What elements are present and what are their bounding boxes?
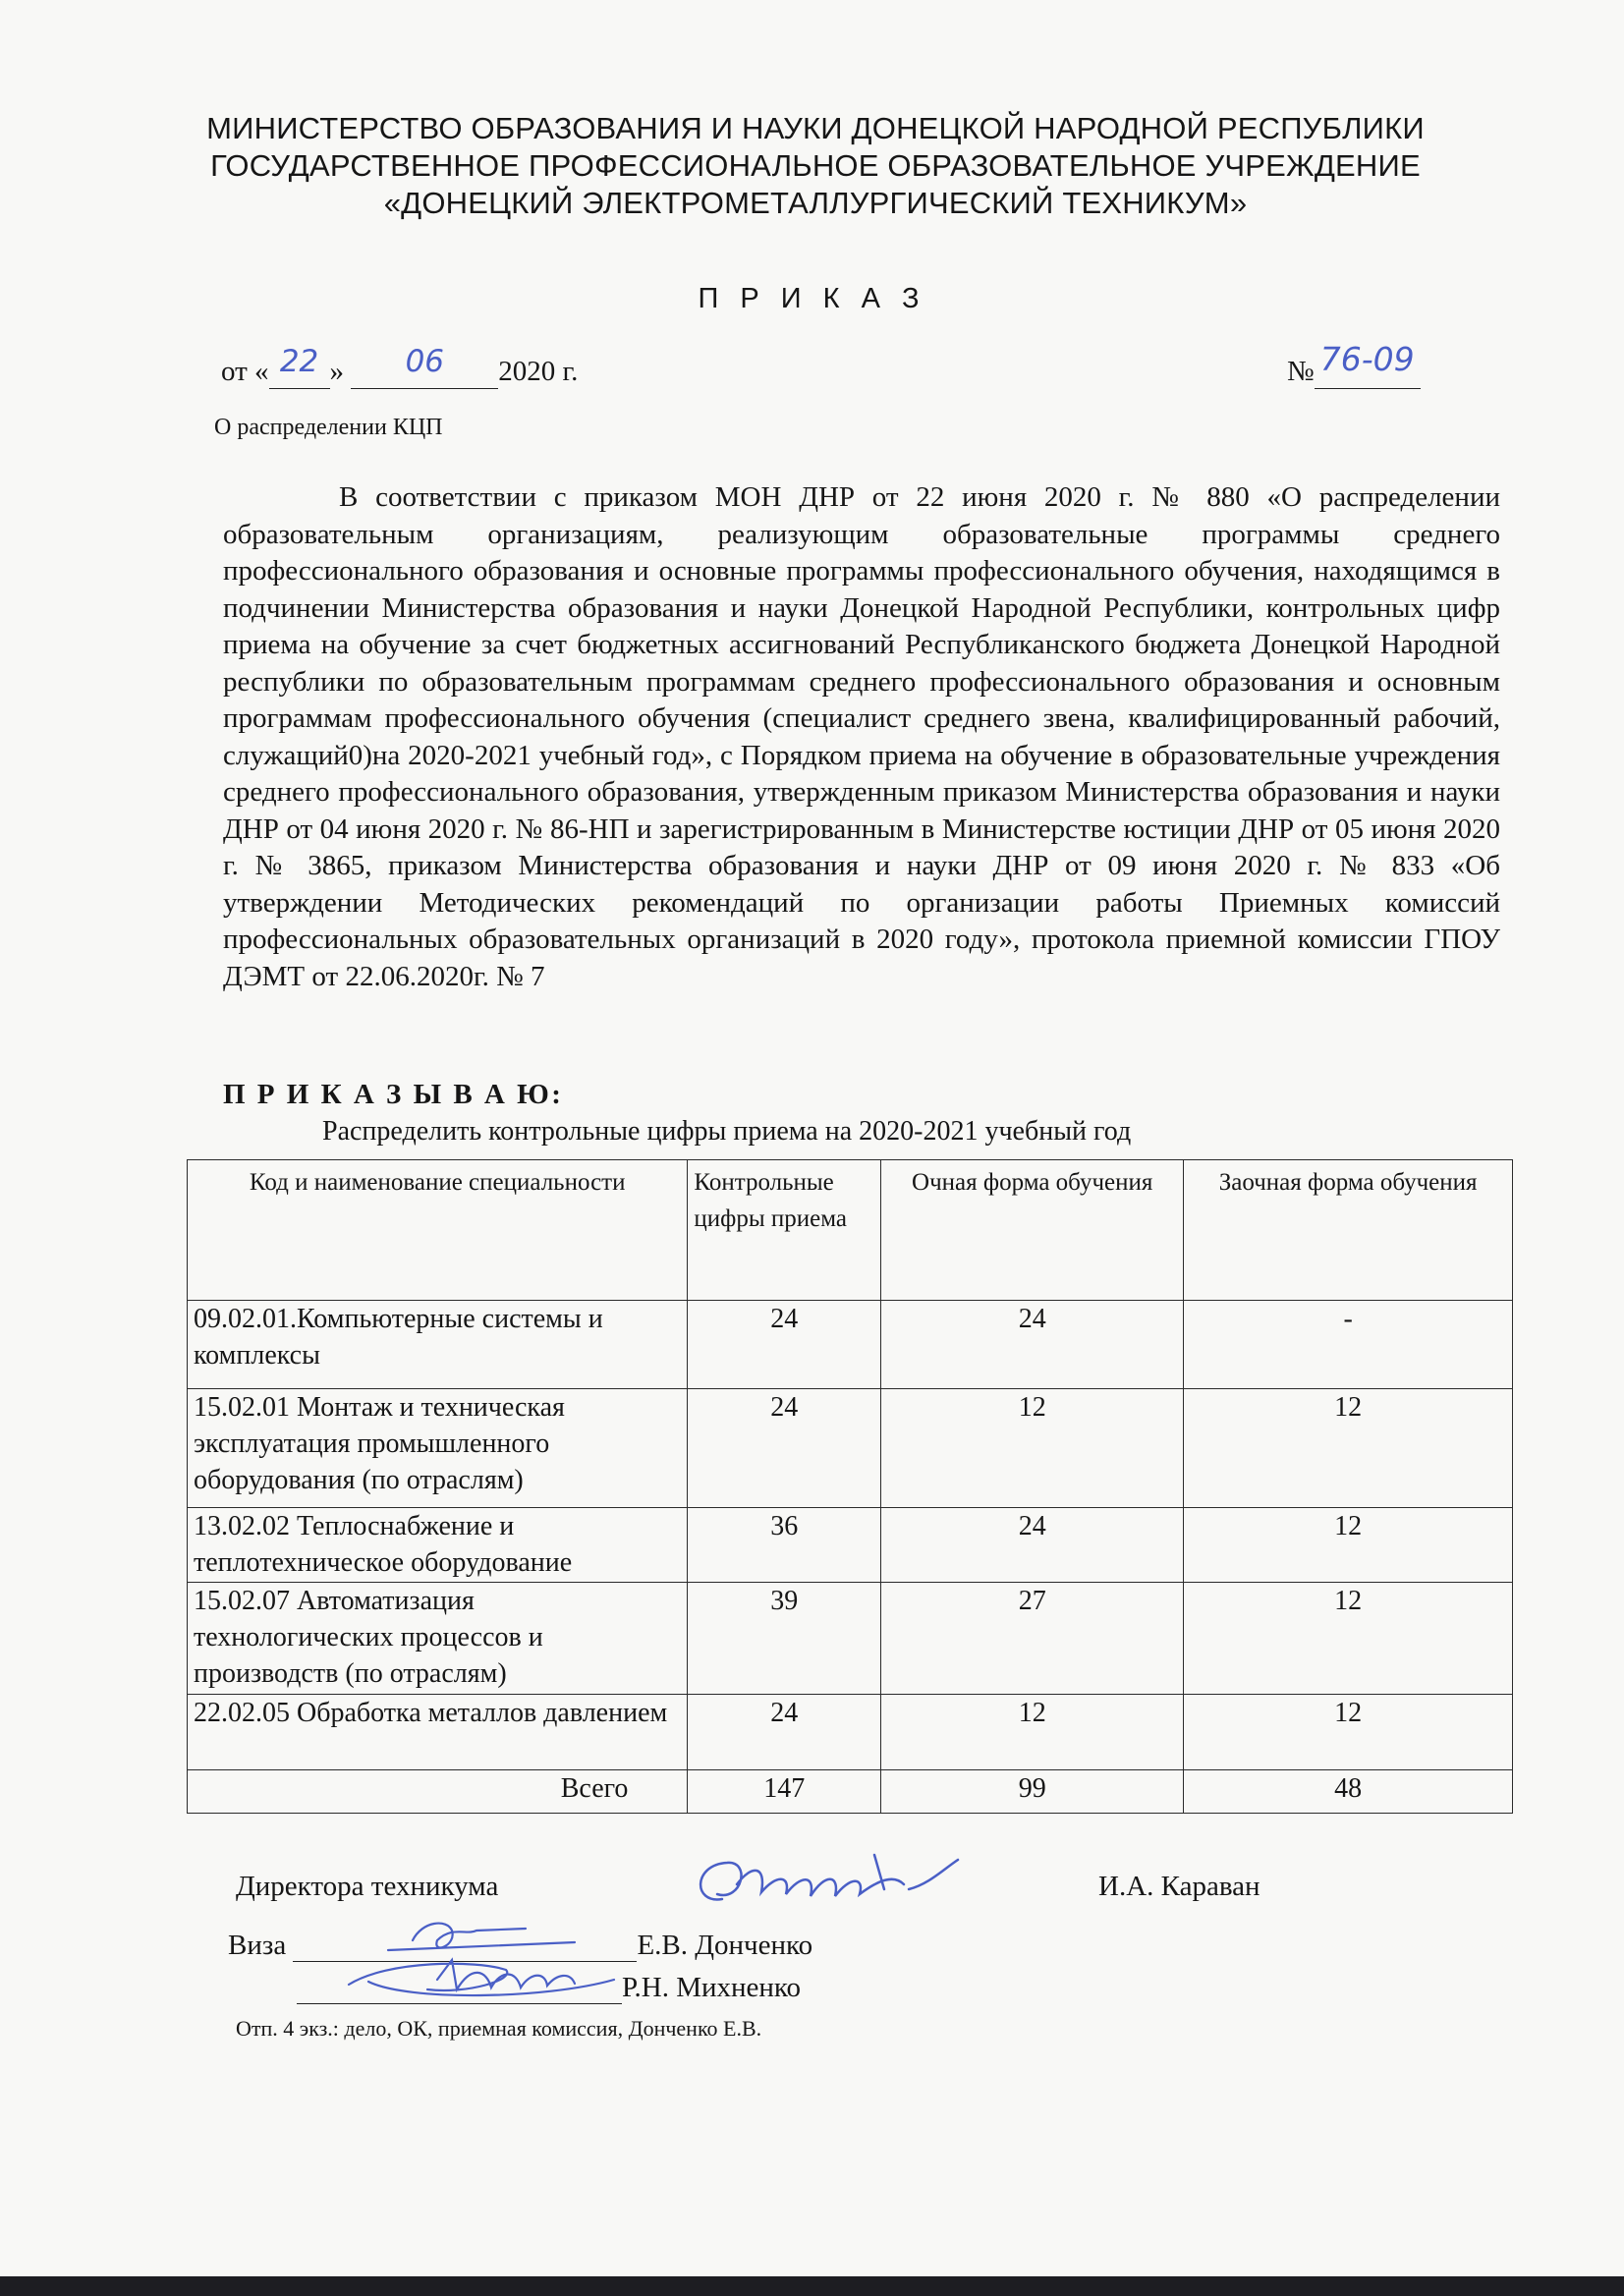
- date-day-field: [269, 344, 330, 389]
- number-field: [1315, 340, 1421, 389]
- director-title: Директора техникума: [236, 1871, 499, 1902]
- specialty-name: 15.02.01 Монтаж и техническая эксплуатация промышленного оборудования (по отраслям): [188, 1389, 688, 1508]
- table-row: [188, 1301, 1513, 1389]
- order-subject: О распределении КЦП: [214, 415, 443, 440]
- specialty-name: 15.02.07 Автоматизация технологических процессов и производств (по отраслям): [188, 1583, 688, 1695]
- quota-total: 24: [688, 1695, 881, 1770]
- quota-fulltime: 27: [881, 1583, 1184, 1695]
- specialty-name: 09.02.01.Компьютерные системы и комплексы: [188, 1301, 688, 1389]
- specialty-name: 22.02.05 Обработка металлов давлением: [188, 1695, 688, 1770]
- director-signature: [683, 1845, 968, 1924]
- header-ministry: МИНИСТЕРСТВО ОБРАЗОВАНИЯ И НАУКИ ДОНЕЦКОЙ НАРОДНОЙ РЕСПУБЛИКИ: [206, 111, 1425, 145]
- preamble-text: В соответствии с приказом МОН ДНР от 22 июня 2020 г. № 880 «О распределении образовательным организациям, реализующим образовательные программы среднего профессионального образования и основные программы профессионального обучения, находящимся в подчинении Министерства образования и науки Донецкой Народной Республики, контрольных цифр приема на обучение за счет бюджетных ассигнований Республиканского бюджета Донецкой Народной республики по образовательным программам среднего профессионального образования и основным программам профессионального обучения (специалист среднего звена, квалифицированный рабочий, служащий0)на 2020-2021 учебный год», с Порядком приема на обучение в образовательные учреждения среднего профессионального образования, утвержденным приказом Министерства образования и науки ДНР от 04 июня 2020 г. № 86-НП и зарегистрированным в Министерстве юстиции ДНР от 05 июня 2020 г. № 3865, приказом Министерства образования и науки ДНР от 09 июня 2020 г. № 833 «Об утверждении Методических рекомендаций по организации работы Приемных комиссий профессиональных образовательных организаций в 2020 году», протокола приемной комиссии ГПОУ ДЭМТ от 22.06.2020г. № 7: [223, 481, 1500, 992]
- totals-fulltime: 99: [881, 1770, 1184, 1814]
- date-month-field: [351, 344, 498, 389]
- quota-fulltime: 24: [881, 1301, 1184, 1389]
- table-header-row: [188, 1160, 1513, 1301]
- quota-fulltime: 12: [881, 1389, 1184, 1508]
- header-institution-type: ГОСУДАРСТВЕННОЕ ПРОФЕССИОНАЛЬНОЕ ОБРАЗОВАТЕЛЬНОЕ УЧРЕЖДЕНИЕ: [210, 148, 1421, 183]
- orders-heading: П Р И К А З Ы В А Ю:: [223, 1079, 564, 1110]
- quota-parttime: 12: [1184, 1389, 1513, 1508]
- director-name: И.А. Караван: [1098, 1871, 1260, 1902]
- quota-total: 24: [688, 1301, 881, 1389]
- totals-label: Всего: [188, 1770, 688, 1814]
- header-institution-name: «ДОНЕЦКИЙ ЭЛЕКТРОМЕТАЛЛУРГИЧЕСКИЙ ТЕХНИКУМ»: [383, 186, 1248, 220]
- totals-parttime: 48: [1184, 1770, 1513, 1814]
- quota-parttime: 12: [1184, 1508, 1513, 1583]
- admission-quota-table: [187, 1159, 1513, 1814]
- specialty-name: 13.02.02 Теплоснабжение и теплотехническое оборудование: [188, 1508, 688, 1583]
- distribute-instruction: Распределить контрольные цифры приема на 2020-2021 учебный год: [322, 1116, 1132, 1147]
- date-year: 2020 г.: [498, 356, 579, 387]
- number-prefix: №: [1287, 356, 1315, 387]
- visa-2-name: Р.Н. Михненко: [622, 1972, 802, 2003]
- table-row: [188, 1583, 1513, 1695]
- quota-total: 39: [688, 1583, 881, 1695]
- number-handwritten: 76-09: [1319, 340, 1415, 378]
- totals-quota: 147: [688, 1770, 881, 1814]
- quota-fulltime: 24: [881, 1508, 1184, 1583]
- header-specialty: Код и наименование специальности: [188, 1160, 688, 1301]
- order-number: [1287, 340, 1421, 389]
- header-quota: Контрольные цифры приема: [688, 1160, 881, 1301]
- date-day-handwritten: 22: [279, 344, 319, 379]
- order-preamble: [223, 479, 1500, 995]
- institution-header: [177, 110, 1454, 222]
- date-prefix: от «: [221, 356, 269, 387]
- table-row: [188, 1389, 1513, 1508]
- copies-note: Отп. 4 экз.: дело, ОК, приемная комиссия, Донченко Е.В.: [236, 2016, 762, 2041]
- date-month-handwritten: 06: [405, 344, 445, 379]
- quota-parttime: -: [1184, 1301, 1513, 1389]
- table-totals-row: [188, 1770, 1513, 1814]
- table-row: [188, 1508, 1513, 1583]
- visa-signatures: [329, 1911, 624, 2009]
- visa-label: Виза: [228, 1930, 287, 1961]
- header-fulltime: Очная форма обучения: [881, 1160, 1184, 1301]
- quota-parttime: 12: [1184, 1583, 1513, 1695]
- table-row: [188, 1695, 1513, 1770]
- document-title: П Р И К А З: [698, 283, 926, 314]
- quota-total: 36: [688, 1508, 881, 1583]
- order-date: [221, 344, 579, 389]
- date-separator: »: [329, 356, 345, 387]
- header-parttime: Заочная форма обучения: [1184, 1160, 1513, 1301]
- quota-total: 24: [688, 1389, 881, 1508]
- quota-parttime: 12: [1184, 1695, 1513, 1770]
- visa-1-name: Е.В. Донченко: [637, 1930, 813, 1961]
- quota-fulltime: 12: [881, 1695, 1184, 1770]
- scan-edge: [0, 2276, 1624, 2296]
